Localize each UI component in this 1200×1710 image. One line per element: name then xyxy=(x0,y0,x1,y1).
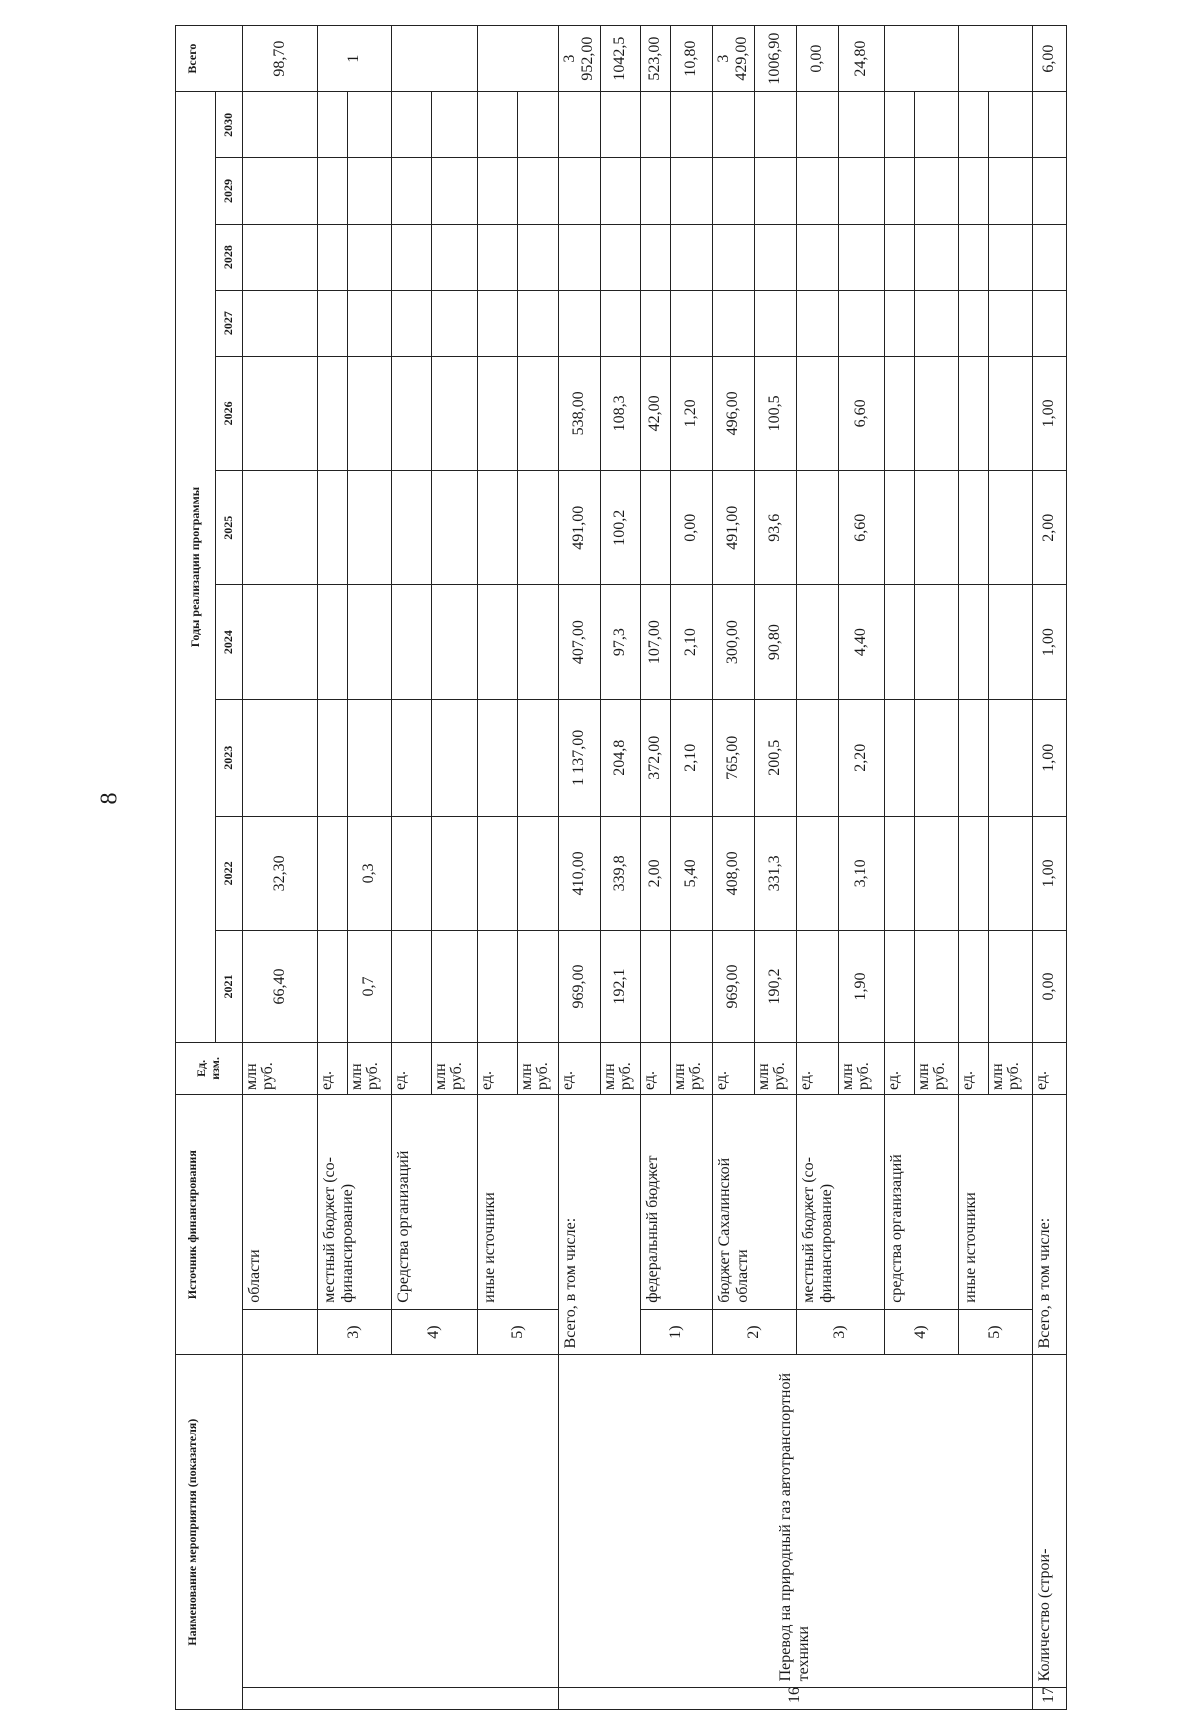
program-financing-table xyxy=(175,25,1067,1710)
total-cell: 1006,90 xyxy=(754,26,796,92)
header-year-2023: 2023 xyxy=(216,699,243,816)
value-cell xyxy=(518,816,559,930)
unit-cell: ед. xyxy=(1032,1042,1066,1094)
value-cell: 339,8 xyxy=(600,816,640,930)
source-cell: иные источники xyxy=(958,1094,1032,1309)
value-cell xyxy=(884,699,914,816)
value-cell xyxy=(478,585,518,699)
value-cell xyxy=(348,224,392,290)
value-cell: 192,1 xyxy=(600,931,640,1043)
total-cell: 10,80 xyxy=(670,26,712,92)
value-cell: 4,40 xyxy=(838,585,884,699)
source-index-cell: 5) xyxy=(958,1309,1032,1355)
value-cell xyxy=(478,290,518,356)
value-cell xyxy=(958,356,988,470)
value-cell xyxy=(640,92,670,158)
value-cell xyxy=(884,585,914,699)
value-cell xyxy=(432,290,478,356)
value-cell: 491,00 xyxy=(712,471,754,585)
value-cell xyxy=(318,290,348,356)
header-year-2026: 2026 xyxy=(216,356,243,470)
total-cell: 0,00 xyxy=(796,26,838,92)
unit-cell: млн руб. xyxy=(348,1042,392,1094)
value-cell xyxy=(796,931,838,1043)
value-cell xyxy=(432,816,478,930)
table-row xyxy=(1032,26,1066,1710)
total-cell xyxy=(958,26,1032,92)
table-row xyxy=(243,26,318,1710)
value-cell xyxy=(958,931,988,1043)
source-cell: средства организаций xyxy=(884,1094,958,1309)
source-index-cell: 4) xyxy=(392,1309,478,1355)
value-cell: 1,00 xyxy=(1032,699,1066,816)
value-cell: 42,00 xyxy=(640,356,670,470)
value-cell xyxy=(392,699,432,816)
item-name-cell xyxy=(243,1355,559,1688)
value-cell: 2,10 xyxy=(670,699,712,816)
value-cell xyxy=(318,92,348,158)
value-cell xyxy=(348,158,392,224)
unit-cell: млн руб. xyxy=(600,1042,640,1094)
value-cell xyxy=(243,699,318,816)
value-cell xyxy=(712,224,754,290)
total-cell: 24,80 xyxy=(838,26,884,92)
source-index-cell: 4) xyxy=(884,1309,958,1355)
source-cell: иные источники xyxy=(478,1094,559,1309)
unit-cell: ед. xyxy=(640,1042,670,1094)
value-cell xyxy=(796,290,838,356)
source-cell: федеральный бюджет xyxy=(640,1094,712,1309)
header-year-2030: 2030 xyxy=(216,92,243,158)
value-cell xyxy=(640,158,670,224)
value-cell xyxy=(432,158,478,224)
item-name-cell: Количество (строи- xyxy=(1032,1355,1066,1688)
value-cell: 107,00 xyxy=(640,585,670,699)
value-cell: 93,6 xyxy=(754,471,796,585)
unit-cell: ед. xyxy=(318,1042,348,1094)
value-cell xyxy=(318,585,348,699)
value-cell xyxy=(838,158,884,224)
value-cell xyxy=(392,92,432,158)
value-cell xyxy=(958,816,988,930)
value-cell: 0,00 xyxy=(1032,931,1066,1043)
source-index-cell: 1) xyxy=(640,1309,712,1355)
value-cell xyxy=(478,816,518,930)
value-cell xyxy=(988,471,1032,585)
value-cell xyxy=(988,224,1032,290)
source-index-cell: 5) xyxy=(478,1309,559,1355)
total-cell: 3 429,00 xyxy=(712,26,754,92)
value-cell: 2,20 xyxy=(838,699,884,816)
source-cell: бюджет Сахалинской области xyxy=(712,1094,796,1309)
value-cell xyxy=(348,290,392,356)
rotated-page xyxy=(175,25,1060,1710)
value-cell: 32,30 xyxy=(243,816,318,930)
value-cell xyxy=(958,158,988,224)
value-cell: 408,00 xyxy=(712,816,754,930)
unit-cell: ед. xyxy=(884,1042,914,1094)
value-cell: 0,7 xyxy=(348,931,392,1043)
value-cell: 969,00 xyxy=(559,931,601,1043)
value-cell xyxy=(243,356,318,470)
source-index-cell: 3) xyxy=(318,1309,392,1355)
value-cell xyxy=(478,931,518,1043)
header-year-2029: 2029 xyxy=(216,158,243,224)
value-cell: 538,00 xyxy=(559,356,601,470)
item-name-cell: Перевод на природный газ автотранспортной техники xyxy=(559,1355,1033,1688)
total-cell: 1042,5 xyxy=(600,26,640,92)
value-cell xyxy=(914,931,958,1043)
value-cell xyxy=(518,158,559,224)
value-cell xyxy=(914,585,958,699)
value-cell: 190,2 xyxy=(754,931,796,1043)
unit-cell: ед. xyxy=(958,1042,988,1094)
value-cell xyxy=(712,92,754,158)
value-cell xyxy=(670,931,712,1043)
value-cell: 1 137,00 xyxy=(559,699,601,816)
row-number-cell: 17 xyxy=(1032,1688,1066,1710)
unit-cell: млн руб. xyxy=(838,1042,884,1094)
value-cell xyxy=(478,158,518,224)
value-cell xyxy=(518,356,559,470)
source-cell: местный бюджет (со-финансирование) xyxy=(796,1094,884,1309)
source-cell: области xyxy=(243,1094,318,1309)
value-cell xyxy=(670,290,712,356)
value-cell xyxy=(243,224,318,290)
value-cell xyxy=(914,471,958,585)
value-cell xyxy=(432,931,478,1043)
value-cell xyxy=(838,92,884,158)
value-cell xyxy=(884,816,914,930)
value-cell xyxy=(518,699,559,816)
value-cell: 0,3 xyxy=(348,816,392,930)
value-cell xyxy=(478,224,518,290)
source-cell: Всего, в том числе: xyxy=(1032,1094,1066,1355)
value-cell xyxy=(988,816,1032,930)
total-cell: 1 xyxy=(318,26,392,92)
value-cell xyxy=(392,158,432,224)
value-cell xyxy=(914,290,958,356)
value-cell xyxy=(432,224,478,290)
total-cell: 3 952,00 xyxy=(559,26,601,92)
value-cell: 331,3 xyxy=(754,816,796,930)
value-cell: 97,3 xyxy=(600,585,640,699)
value-cell: 6,60 xyxy=(838,471,884,585)
header-year-2025: 2025 xyxy=(216,471,243,585)
value-cell xyxy=(318,158,348,224)
value-cell xyxy=(243,92,318,158)
value-cell xyxy=(318,816,348,930)
value-cell xyxy=(838,290,884,356)
value-cell: 1,00 xyxy=(1032,585,1066,699)
value-cell xyxy=(988,290,1032,356)
unit-cell: ед. xyxy=(712,1042,754,1094)
value-cell: 66,40 xyxy=(243,931,318,1043)
value-cell xyxy=(884,158,914,224)
value-cell: 5,40 xyxy=(670,816,712,930)
value-cell xyxy=(640,471,670,585)
header-year-2024: 2024 xyxy=(216,585,243,699)
total-cell xyxy=(478,26,559,92)
value-cell xyxy=(988,158,1032,224)
value-cell xyxy=(754,290,796,356)
value-cell: 100,2 xyxy=(600,471,640,585)
value-cell xyxy=(754,224,796,290)
header-years-group: Годы реализации программы xyxy=(176,92,216,1043)
value-cell: 491,00 xyxy=(559,471,601,585)
value-cell xyxy=(796,585,838,699)
value-cell xyxy=(884,471,914,585)
value-cell xyxy=(392,931,432,1043)
value-cell xyxy=(318,699,348,816)
value-cell: 1,00 xyxy=(1032,356,1066,470)
value-cell xyxy=(988,931,1032,1043)
value-cell xyxy=(1032,92,1066,158)
table-row xyxy=(559,26,601,1710)
row-number-cell: 16 xyxy=(559,1688,1033,1710)
value-cell xyxy=(914,816,958,930)
total-cell xyxy=(884,26,958,92)
value-cell xyxy=(518,585,559,699)
total-cell: 98,70 xyxy=(243,26,318,92)
header-year-2022: 2022 xyxy=(216,816,243,930)
value-cell xyxy=(884,224,914,290)
value-cell xyxy=(518,931,559,1043)
value-cell xyxy=(348,585,392,699)
value-cell xyxy=(796,699,838,816)
value-cell xyxy=(392,290,432,356)
value-cell xyxy=(914,158,958,224)
value-cell xyxy=(559,224,601,290)
value-cell xyxy=(243,471,318,585)
header-total: Всего xyxy=(176,26,243,92)
value-cell xyxy=(318,931,348,1043)
value-cell xyxy=(640,290,670,356)
value-cell xyxy=(1032,158,1066,224)
value-cell xyxy=(392,356,432,470)
value-cell xyxy=(754,158,796,224)
value-cell xyxy=(432,471,478,585)
value-cell: 1,00 xyxy=(1032,816,1066,930)
value-cell xyxy=(392,585,432,699)
value-cell xyxy=(518,92,559,158)
value-cell xyxy=(243,158,318,224)
value-cell: 204,8 xyxy=(600,699,640,816)
value-cell xyxy=(796,92,838,158)
value-cell xyxy=(559,92,601,158)
value-cell xyxy=(796,356,838,470)
value-cell xyxy=(988,356,1032,470)
value-cell: 1,20 xyxy=(670,356,712,470)
value-cell xyxy=(478,356,518,470)
value-cell xyxy=(914,699,958,816)
total-cell: 523,00 xyxy=(640,26,670,92)
header-year-2021: 2021 xyxy=(216,931,243,1043)
value-cell: 200,5 xyxy=(754,699,796,816)
value-cell xyxy=(884,931,914,1043)
value-cell xyxy=(958,471,988,585)
value-cell: 300,00 xyxy=(712,585,754,699)
value-cell xyxy=(958,224,988,290)
value-cell xyxy=(432,92,478,158)
value-cell xyxy=(600,92,640,158)
value-cell: 6,60 xyxy=(838,356,884,470)
value-cell xyxy=(914,356,958,470)
unit-cell: ед. xyxy=(478,1042,518,1094)
value-cell: 0,00 xyxy=(670,471,712,585)
value-cell xyxy=(670,224,712,290)
unit-cell: ед. xyxy=(392,1042,432,1094)
value-cell xyxy=(318,471,348,585)
value-cell xyxy=(559,158,601,224)
value-cell: 765,00 xyxy=(712,699,754,816)
value-cell xyxy=(796,471,838,585)
value-cell xyxy=(712,158,754,224)
unit-cell: млн руб. xyxy=(518,1042,559,1094)
source-index-cell: 2) xyxy=(712,1309,796,1355)
value-cell: 410,00 xyxy=(559,816,601,930)
value-cell xyxy=(243,290,318,356)
value-cell xyxy=(432,585,478,699)
unit-cell: млн руб. xyxy=(243,1042,318,1094)
header-year-2028: 2028 xyxy=(216,224,243,290)
value-cell xyxy=(796,224,838,290)
value-cell xyxy=(478,699,518,816)
value-cell xyxy=(640,224,670,290)
value-cell xyxy=(518,224,559,290)
unit-cell: млн руб. xyxy=(432,1042,478,1094)
source-cell: местный бюджет (со-финансирование) xyxy=(318,1094,392,1309)
value-cell xyxy=(988,585,1032,699)
value-cell: 2,00 xyxy=(640,816,670,930)
source-cell: Всего, в том числе: xyxy=(559,1094,641,1355)
value-cell xyxy=(348,471,392,585)
header-source: Источник финансирования xyxy=(176,1094,243,1355)
value-cell xyxy=(988,699,1032,816)
value-cell xyxy=(348,356,392,470)
source-index-cell: 3) xyxy=(796,1309,884,1355)
total-cell: 6,00 xyxy=(1032,26,1066,92)
value-cell: 372,00 xyxy=(640,699,670,816)
header-name: Наименование мероприятия (показателя) xyxy=(176,1355,243,1710)
value-cell xyxy=(958,699,988,816)
value-cell xyxy=(838,224,884,290)
value-cell xyxy=(884,356,914,470)
value-cell xyxy=(318,356,348,470)
source-cell: Средства организаций xyxy=(392,1094,478,1309)
value-cell: 90,80 xyxy=(754,585,796,699)
value-cell xyxy=(796,158,838,224)
value-cell xyxy=(884,290,914,356)
value-cell: 407,00 xyxy=(559,585,601,699)
value-cell xyxy=(478,92,518,158)
value-cell xyxy=(914,92,958,158)
source-index-cell xyxy=(243,1309,318,1355)
value-cell xyxy=(1032,224,1066,290)
value-cell: 969,00 xyxy=(712,931,754,1043)
value-cell xyxy=(348,699,392,816)
value-cell xyxy=(318,224,348,290)
header-unit: Ед. изм. xyxy=(176,1042,243,1094)
value-cell: 2,00 xyxy=(1032,471,1066,585)
value-cell xyxy=(600,158,640,224)
total-cell xyxy=(392,26,478,92)
value-cell xyxy=(958,290,988,356)
value-cell xyxy=(1032,290,1066,356)
unit-cell: ед. xyxy=(796,1042,838,1094)
value-cell xyxy=(640,931,670,1043)
value-cell xyxy=(670,92,712,158)
value-cell xyxy=(914,224,958,290)
value-cell xyxy=(712,290,754,356)
unit-cell: млн руб. xyxy=(670,1042,712,1094)
value-cell xyxy=(600,224,640,290)
value-cell xyxy=(432,356,478,470)
value-cell xyxy=(958,92,988,158)
value-cell: 100,5 xyxy=(754,356,796,470)
value-cell xyxy=(243,585,318,699)
header-year-2027: 2027 xyxy=(216,290,243,356)
value-cell xyxy=(884,92,914,158)
value-cell xyxy=(988,92,1032,158)
value-cell xyxy=(559,290,601,356)
value-cell xyxy=(958,585,988,699)
value-cell xyxy=(754,92,796,158)
value-cell xyxy=(518,290,559,356)
value-cell xyxy=(478,471,518,585)
unit-cell: млн руб. xyxy=(754,1042,796,1094)
value-cell xyxy=(392,471,432,585)
unit-cell: млн руб. xyxy=(988,1042,1032,1094)
value-cell: 3,10 xyxy=(838,816,884,930)
value-cell: 108,3 xyxy=(600,356,640,470)
value-cell xyxy=(348,92,392,158)
value-cell xyxy=(670,158,712,224)
unit-cell: млн руб. xyxy=(914,1042,958,1094)
value-cell xyxy=(796,816,838,930)
value-cell: 496,00 xyxy=(712,356,754,470)
page-number: 8 xyxy=(96,792,123,805)
unit-cell: ед. xyxy=(559,1042,601,1094)
value-cell xyxy=(600,290,640,356)
value-cell xyxy=(432,699,478,816)
value-cell: 2,10 xyxy=(670,585,712,699)
value-cell xyxy=(392,816,432,930)
value-cell xyxy=(392,224,432,290)
value-cell: 1,90 xyxy=(838,931,884,1043)
value-cell xyxy=(518,471,559,585)
